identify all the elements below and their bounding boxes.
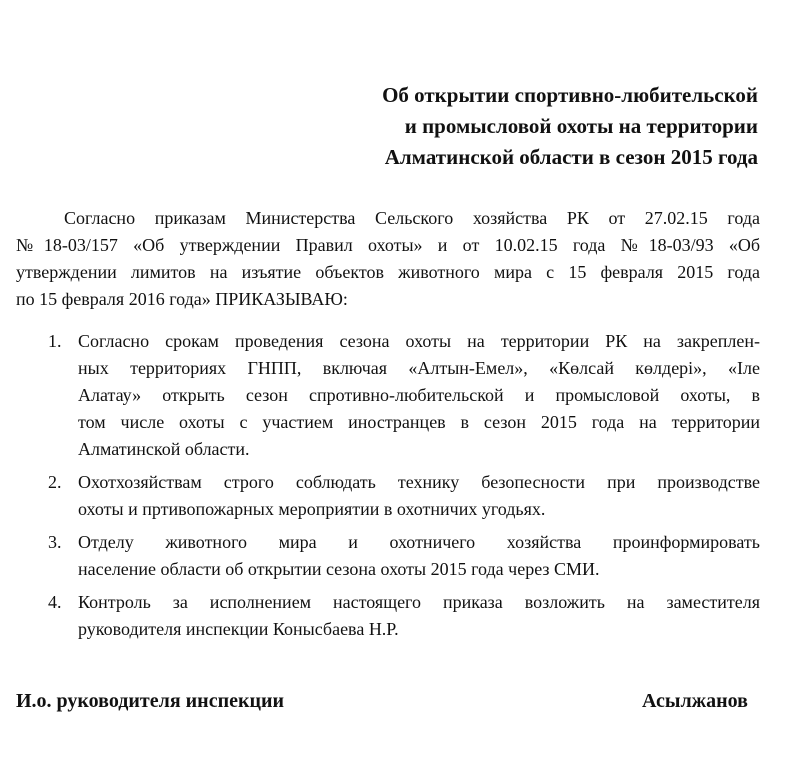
- intro-line: Согласно приказам Министерства Сельского хозяйства РК от 27.02.15 года: [64, 208, 760, 228]
- item-line: Алатау» открыть сезон спротивно-любительской и промысловой охоты, в: [78, 385, 760, 405]
- item-line: охоты и пртивопожарных мероприятии в охотничих угодьях.: [78, 499, 546, 519]
- intro-line: по 15 февраля 2016 года» ПРИКАЗЫВАЮ:: [16, 289, 348, 309]
- item-line: том числе охоты с участием иностранцев в сезон 2015 года на территории: [78, 412, 760, 432]
- signature-block: [16, 686, 748, 716]
- item-line: Согласно срокам проведения сезона охоты на территории РК на закреплен-: [78, 331, 760, 351]
- item-line: Отделу животного мира и охотничего хозяйства проинформировать: [78, 532, 760, 552]
- intro-line: №18-03/157 «Об утверждении Правил охоты» и от 10.02.15 года №18-03/93 «Об: [16, 235, 760, 255]
- item-number: 1.: [48, 331, 62, 351]
- intro-paragraph: [16, 205, 760, 313]
- list-item: [42, 529, 760, 583]
- item-line: ных территориях ГНПП, включая «Алтын-Емел», «Көлсай көлдері», «Іле: [78, 358, 760, 378]
- list-item: [42, 469, 760, 523]
- item-number: 4.: [48, 592, 62, 612]
- list-item: [42, 328, 760, 463]
- document-title: [238, 80, 758, 173]
- order-items-list: [42, 328, 760, 649]
- title-line: Алматинской области в сезон 2015 года: [384, 145, 758, 169]
- item-line: население области об открытии сезона охоты 2015 года через СМИ.: [78, 559, 600, 579]
- list-item: [42, 589, 760, 643]
- title-line: и промысловой охоты на территории: [404, 114, 758, 138]
- item-line: Алматинской области.: [78, 439, 250, 459]
- signatory-position: И.о. руководителя инспекции: [16, 690, 285, 712]
- signatory-name: Асылжанов: [642, 690, 748, 712]
- item-number: 2.: [48, 472, 62, 492]
- item-line: Охотхозяйствам строго соблюдать технику безопесности при производстве: [78, 472, 760, 492]
- title-line: Об открытии спортивно-любительской: [382, 83, 758, 107]
- item-number: 3.: [48, 532, 62, 552]
- item-line: руководителя инспекции Конысбаева Н.Р.: [78, 619, 399, 639]
- intro-line: утверждении лимитов на изъятие объектов животного мира с 15 февраля 2015 года: [16, 262, 760, 282]
- item-line: Контроль за исполнением настоящего приказа возложить на заместителя: [78, 592, 760, 612]
